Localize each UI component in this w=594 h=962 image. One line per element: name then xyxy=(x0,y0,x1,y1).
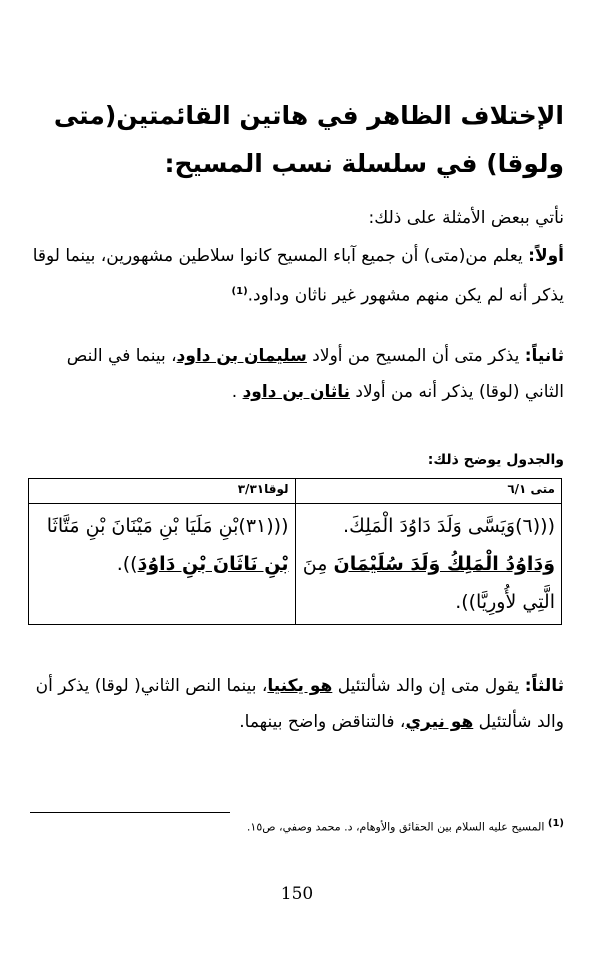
second-text-b: ، بينما في النص الثاني (لوقا) يذكر أنه من أولاد xyxy=(66,346,564,402)
paragraph-third xyxy=(24,668,564,740)
third-name-a: هو يكنيا xyxy=(267,676,333,696)
footnote-reference[interactable]: (1) xyxy=(231,286,248,297)
first-text: يعلم من(متى) أن جميع آباء المسيح كانوا سلاطين مشهورين، بينما لوقا يذكر أنه لم يكن منهم مشهور غير ناثان وداود. xyxy=(32,246,564,306)
second-text-c: . xyxy=(231,382,243,402)
luke-text-b: )). xyxy=(116,553,138,575)
footnote-divider xyxy=(30,812,230,813)
matthew-underlined: وَدَاوُدُ الْمَلِكُ وَلَدَ سُلَيْمَانَ xyxy=(333,553,555,575)
paragraph-second xyxy=(24,338,564,410)
luke-underlined: بْنِ نَاثَانَ بْنِ دَاوُدَ xyxy=(137,553,289,575)
cell-luke xyxy=(29,504,296,625)
page-number: 150 xyxy=(280,884,314,904)
third-text-c: ، فالتناقض واضح بينهما. xyxy=(239,712,406,732)
cell-matthew xyxy=(295,504,562,625)
footnote-text: المسيح عليه السلام بين الحقائق والأوهام، د. محمد وصفي، ص١٥. xyxy=(246,820,548,834)
footnote xyxy=(247,818,564,834)
matthew-text-b: مِنَ الَّتِي لأُورِيَّا)). xyxy=(302,553,555,613)
first-lead: أولاً: xyxy=(528,246,564,266)
third-text-b: ، بينما النص الثاني( لوقا) يذكر أن والد شألتئيل xyxy=(35,676,564,732)
second-text-a: يذكر متى أن المسيح من أولاد xyxy=(306,346,525,366)
second-lead: ثانياً: xyxy=(524,346,564,366)
third-name-b: هو نيري xyxy=(405,712,474,732)
table-caption: والجدول يوضح ذلك: xyxy=(427,452,564,468)
section-heading: الإختلاف الظاهر في هاتين القائمتين(متى ولوقا) في سلسلة نسب المسيح: xyxy=(53,101,564,178)
header-luke: لوقا٣/٣١ xyxy=(29,479,296,504)
header-matthew: متى ٦/١ xyxy=(295,479,562,504)
table-row xyxy=(29,504,562,625)
matthew-text-a: (((٦)وَيَسَّى وَلَدَ دَاوُدَ الْمَلِكَ. xyxy=(343,515,555,537)
third-text-a: يقول متى إن والد شألتئيل xyxy=(332,676,525,696)
table-header-row xyxy=(29,479,562,504)
intro-paragraph: نأتي ببعض الأمثلة على ذلك: xyxy=(368,208,564,228)
third-lead: ثالثاً: xyxy=(524,676,564,696)
footnote-marker: (1) xyxy=(547,818,564,829)
luke-text-a: (((٣١)بْنِ مَلَيَا بْنِ مَيْنَانَ بْنِ مَتَّاثَا xyxy=(46,515,289,537)
paragraph-first xyxy=(24,238,564,314)
second-name-a: سليمان بن داود xyxy=(176,346,307,366)
second-name-b: ناثان بن داود xyxy=(242,382,350,402)
comparison-table xyxy=(28,478,562,625)
